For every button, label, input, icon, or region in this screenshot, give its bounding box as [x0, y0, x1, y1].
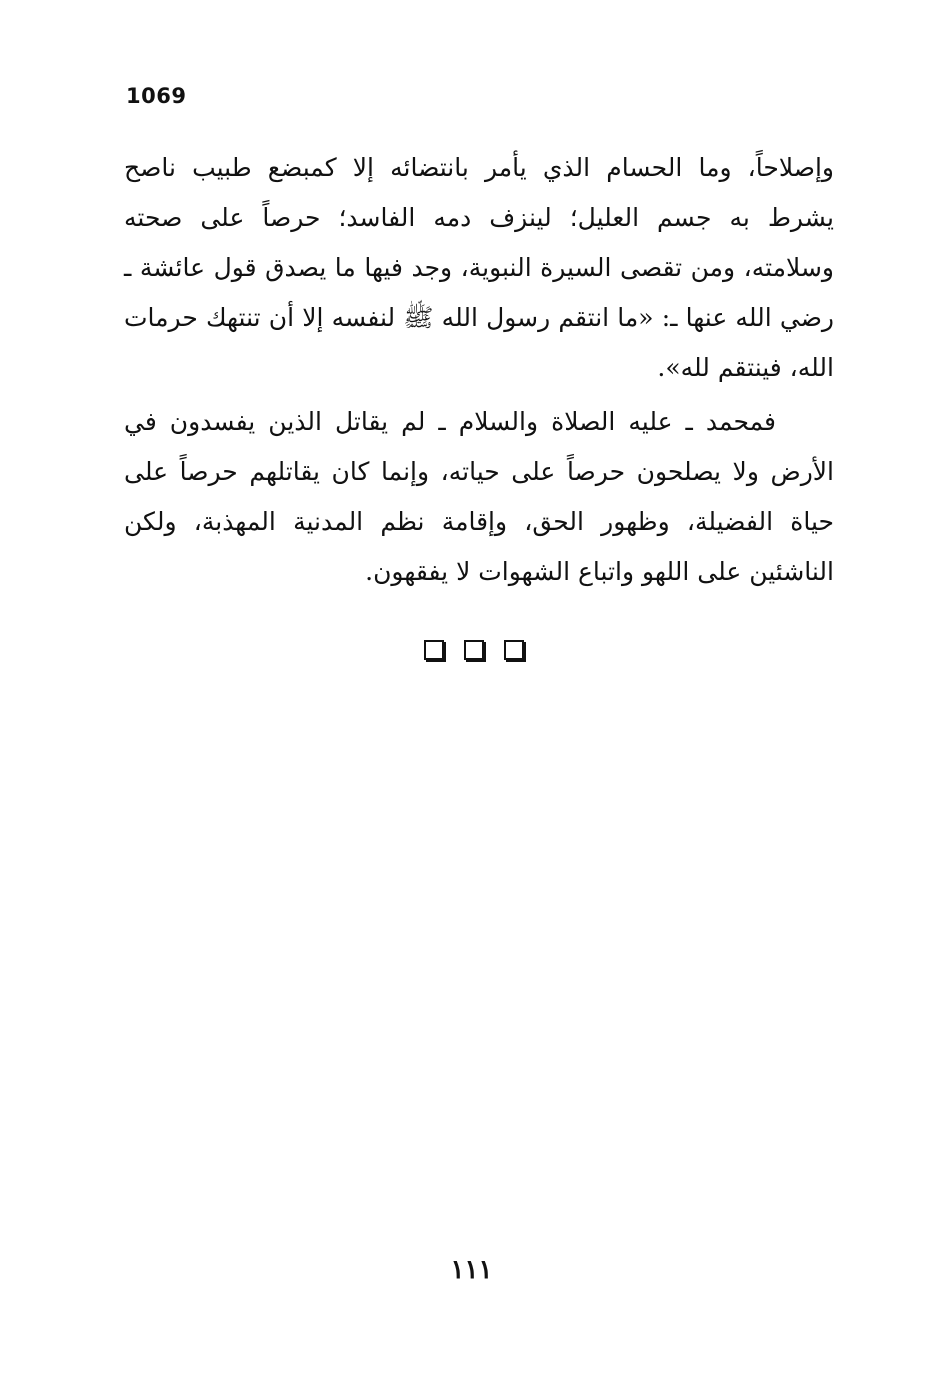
paragraph-1: وإصلاحاً، وما الحسام الذي يأمر بانتضائه إلا كمبضع طبيب ناصح يشرط به جسم العليل؛ لينزف دمه الفاسد؛ حرصاً على صحته وسلامته، ومن تقصى السيرة النبوية، وجد فيها ما يصدق قول عائشة ـ رضي الله عنها ـ: «ما انتقم رسول الله ﷺ لنفسه إلا أن تنتهك حرمات الله، فينتقم لله». — [124, 153, 834, 382]
page-number-top: 1069 — [126, 84, 187, 108]
section-separator — [424, 640, 524, 660]
square-box-icon — [464, 640, 484, 660]
square-box-icon — [424, 640, 444, 660]
square-box-icon — [504, 640, 524, 660]
page-number-bottom: ١١١ — [450, 1255, 493, 1285]
body-text — [124, 143, 834, 597]
paragraph-2: فمحمد ـ عليه الصلاة والسلام ـ لم يقاتل الذين يفسدون في الأرض ولا يصلحون حرصاً على حياته، وإنما كان يقاتلهم حرصاً على حياة الفضيلة، وظهور الحق، وإقامة نظم المدنية المهذبة، ولكن الناشئين على اللهو واتباع الشهوات لا يفقهون. — [124, 407, 834, 586]
